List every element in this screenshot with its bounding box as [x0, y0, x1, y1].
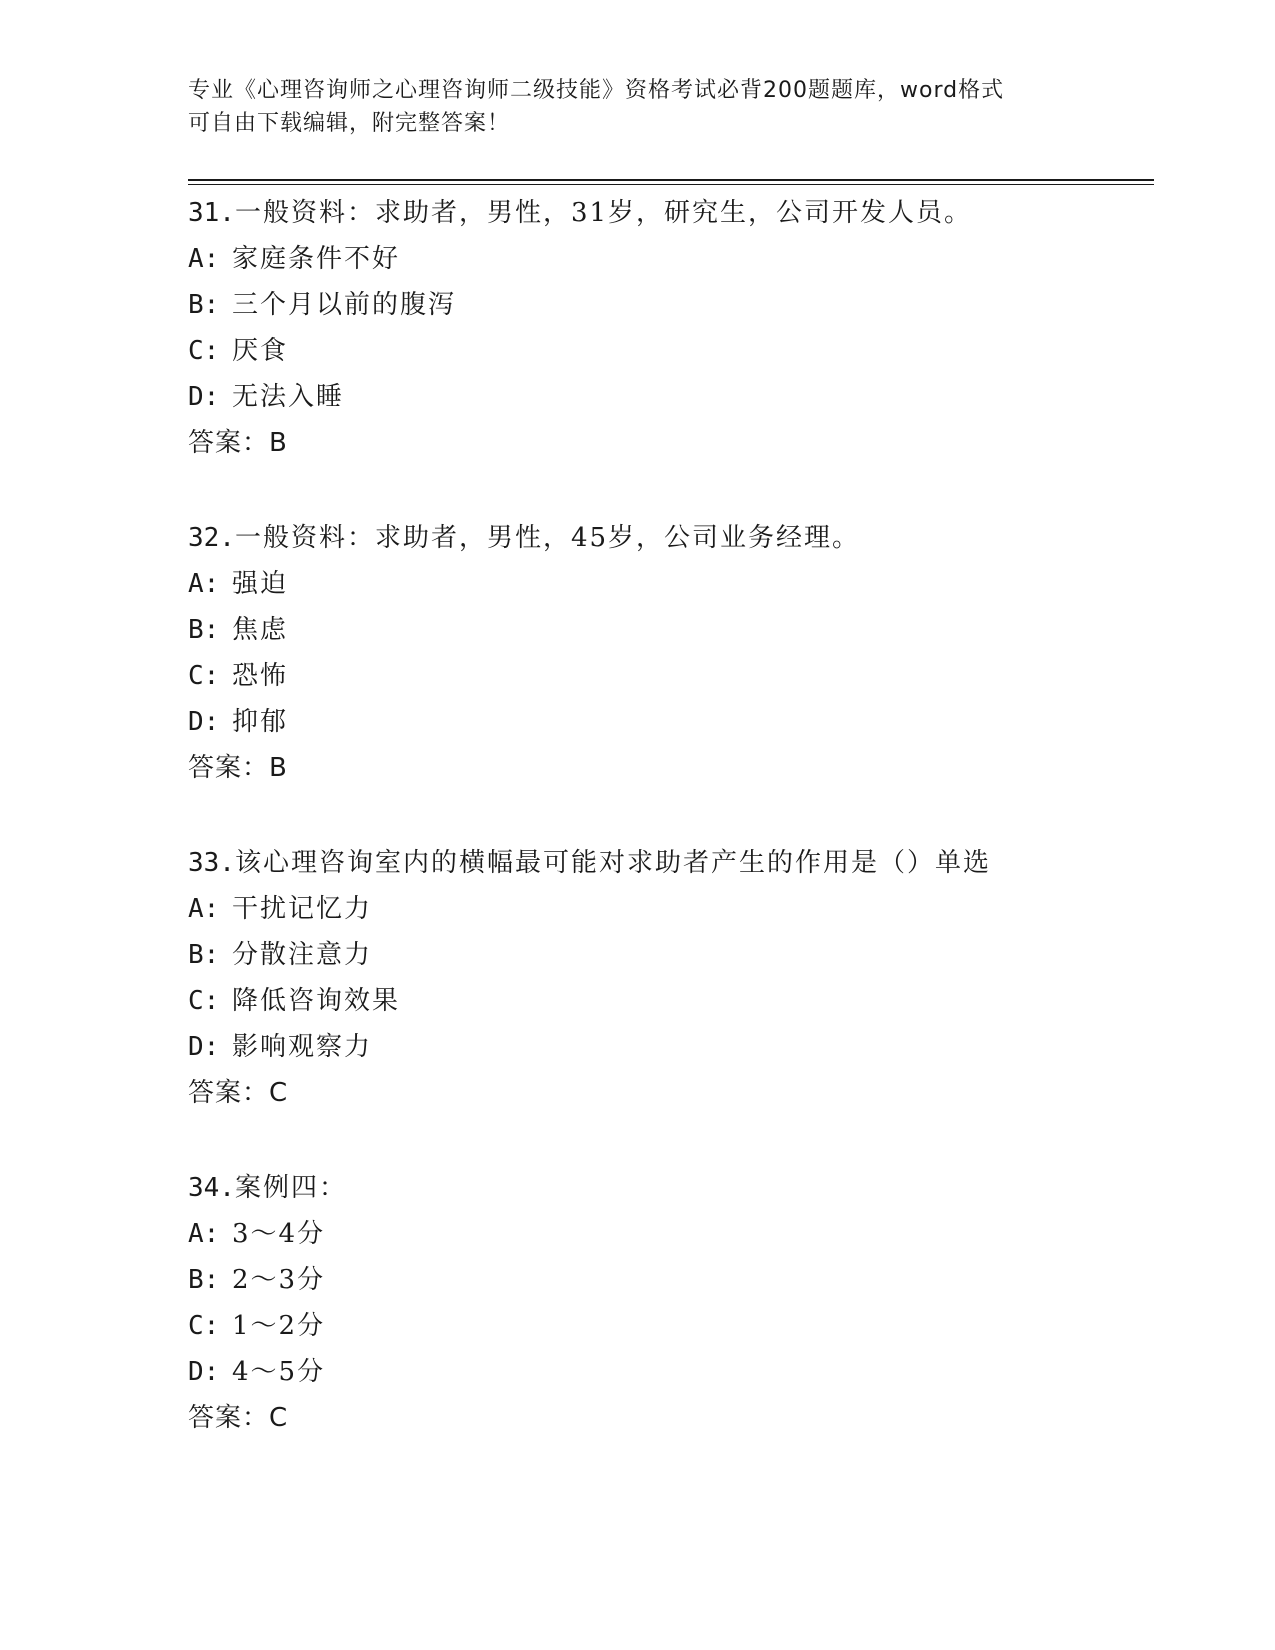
option-key: C:: [188, 986, 220, 1016]
option-key: C:: [188, 661, 220, 691]
option-d: [188, 374, 1148, 420]
option-c: [188, 1303, 1148, 1349]
option-d: [188, 1024, 1148, 1070]
option-key: B:: [188, 1265, 220, 1295]
header-line-2: 可自由下载编辑，附完整答案！: [188, 111, 511, 136]
option-key: D:: [188, 1032, 220, 1062]
question-stem: [188, 1165, 1148, 1211]
option-key: A:: [188, 569, 220, 599]
option-text: 降低咨询效果: [232, 986, 401, 1016]
question-text: 一般资料：求助者，男性，31岁，研究生，公司开发人员。: [234, 198, 973, 228]
option-text: 分散注意力: [232, 940, 373, 970]
question-32: [188, 515, 1148, 791]
option-text: 1～2分: [232, 1311, 326, 1341]
question-stem: [188, 190, 1148, 236]
option-c: [188, 978, 1148, 1024]
question-number: 34.: [188, 1173, 235, 1203]
option-text: 恐怖: [232, 661, 289, 691]
option-a: [188, 886, 1148, 932]
option-d: [188, 1349, 1148, 1395]
question-33: [188, 840, 1148, 1116]
option-key: B:: [188, 615, 220, 645]
option-c: [188, 653, 1148, 699]
option-key: A:: [188, 894, 220, 924]
option-key: B:: [188, 940, 220, 970]
option-b: [188, 932, 1148, 978]
option-b: [188, 607, 1148, 653]
answer-line: 答案：B: [188, 428, 288, 458]
answer-line: 答案：C: [188, 1403, 289, 1433]
option-text: 三个月以前的腹泻: [232, 290, 457, 320]
answer-line: 答案：B: [188, 753, 288, 783]
option-key: A:: [188, 244, 220, 274]
option-text: 无法入睡: [232, 382, 345, 412]
option-key: D:: [188, 707, 220, 737]
option-a: [188, 1211, 1148, 1257]
question-number: 32.: [188, 523, 235, 553]
question-34: [188, 1165, 1148, 1441]
question-text: 该心理咨询室内的横幅最可能对求助者产生的作用是（）单选: [234, 848, 991, 878]
option-key: A:: [188, 1219, 220, 1249]
option-b: [188, 1257, 1148, 1303]
header-line-1: 专业《心理咨询师之心理咨询师二级技能》资格考试必背200题题库，word格式: [188, 78, 1005, 103]
option-text: 干扰记忆力: [232, 894, 373, 924]
option-text: 家庭条件不好: [232, 244, 401, 274]
option-key: C:: [188, 1311, 220, 1341]
question-stem: [188, 840, 1148, 886]
question-list: [188, 190, 1148, 1490]
option-key: C:: [188, 336, 220, 366]
option-text: 影响观察力: [232, 1032, 373, 1062]
option-a: [188, 236, 1148, 282]
question-text: 一般资料：求助者，男性，45岁，公司业务经理。: [234, 523, 861, 553]
question-31: [188, 190, 1148, 466]
option-text: 焦虑: [232, 615, 289, 645]
option-a: [188, 561, 1148, 607]
question-number: 31.: [188, 198, 235, 228]
option-b: [188, 282, 1148, 328]
option-text: 抑郁: [232, 707, 289, 737]
option-text: 2～3分: [232, 1265, 326, 1295]
option-text: 强迫: [232, 569, 289, 599]
question-number: 33.: [188, 848, 235, 878]
option-c: [188, 328, 1148, 374]
option-d: [188, 699, 1148, 745]
document-header: [188, 74, 1088, 140]
header-divider-thick: [188, 179, 1154, 181]
header-divider-thin: [188, 184, 1154, 185]
option-text: 3～4分: [232, 1219, 326, 1249]
option-key: D:: [188, 382, 220, 412]
option-key: D:: [188, 1357, 220, 1387]
answer-line: 答案：C: [188, 1078, 289, 1108]
option-text: 4～5分: [232, 1357, 326, 1387]
option-text: 厌食: [232, 336, 289, 366]
question-stem: [188, 515, 1148, 561]
question-text: 案例四：: [234, 1173, 347, 1203]
option-key: B:: [188, 290, 220, 320]
